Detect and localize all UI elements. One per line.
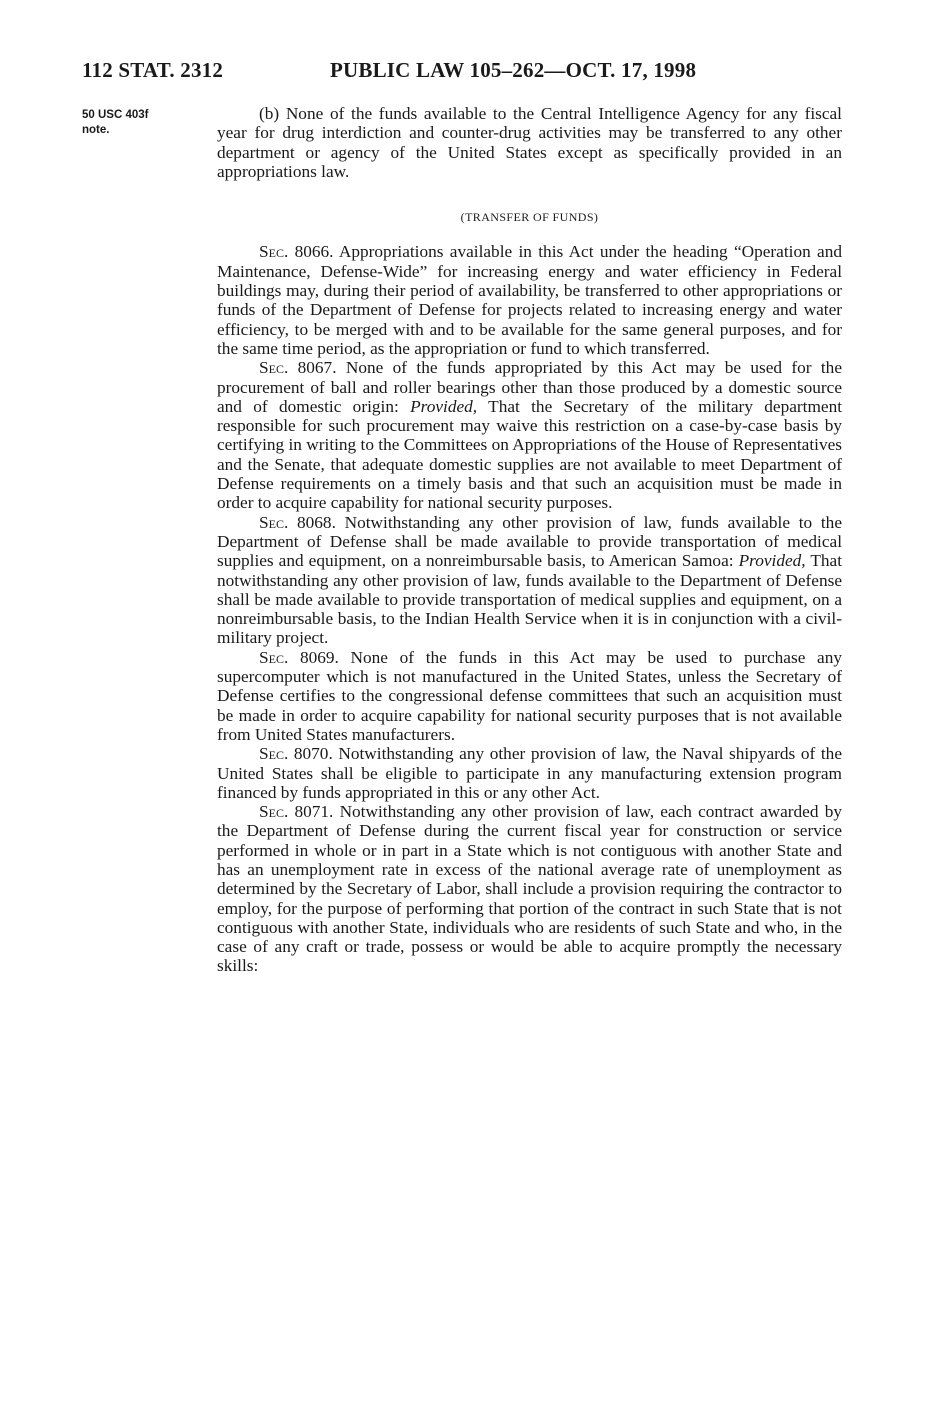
section-heading: (TRANSFER OF FUNDS) xyxy=(460,210,599,225)
body-text xyxy=(217,104,842,976)
section-number: 8070. xyxy=(293,744,333,764)
section-8066 xyxy=(217,242,842,358)
section-text-continued: That notwithstanding any other provision of law, funds available to the Department of Defense shall be made available to provide transportation of medical supplies and equipment, on a nonreimbursable basis, to the Indian Health Service when it is in conjunction with a civil-military project. xyxy=(217,551,842,648)
section-text: Appropriations available in this Act under the heading “Operation and Maintenance, Defense-Wide” for increasing energy and water efficiency in Federal buildings may, during their period of availability, be transferred to other appropriations or funds of the Department of Defense for projects related to increasing energy and water efficiency, to be merged with and to be available for the same general purposes, and for the same time period, as the appropriation or fund to which transferred. xyxy=(217,242,842,358)
section-label: Sec. xyxy=(259,744,289,764)
section-label: Sec. xyxy=(259,647,289,667)
section-number: 8071. xyxy=(294,802,334,822)
section-number: 8068. xyxy=(297,512,336,532)
section-8069 xyxy=(217,648,842,744)
section-8067 xyxy=(217,358,842,512)
section-8071 xyxy=(217,802,842,976)
section-text: None of the funds appropriated by this Act may be used for the procurement of ball and roller bearings other than those produced by a domestic source and of domestic origin: xyxy=(217,358,842,416)
section-label: Sec. xyxy=(259,242,289,262)
section-label: Sec. xyxy=(259,358,289,378)
section-8068 xyxy=(217,513,842,648)
public-law-title: PUBLIC LAW 105–262—OCT. 17, 1998 xyxy=(330,58,697,82)
section-text-continued: That the Secretary of the military department responsible for such procurement may waive this restriction on a case-by-case basis by certifying in writing to the Committees on Appropriations of the House of Representatives and the Senate, that adequate domestic supplies are not available to meet Department of Defense requirements on a timely basis and that such an acquisition must be made in order to acquire capability for national security purposes. xyxy=(217,396,843,513)
section-label: Sec. xyxy=(259,512,289,532)
margin-note xyxy=(82,108,192,138)
section-number: 8066. xyxy=(294,242,334,262)
section-text: Notwithstanding any other provision of law, the Naval shipyards of the United States shall be eligible to participate in any manufacturing extension program financed by funds appropriated in this or any other Act. xyxy=(217,744,842,802)
statute-page-number: 112 STAT. 2312 xyxy=(82,58,224,82)
section-text: None of the funds in this Act may be used to purchase any supercomputer which is not manufactured in the United States, unless the Secretary of Defense certifies to the congressional defense committees that such an acquisition must be made in order to acquire capability for national security purposes that is not available from United States manufacturers. xyxy=(217,647,842,744)
section-text: Notwithstanding any other provision of law, each contract awarded by the Department of Defense during the current fiscal year for construction or service performed in whole or in part in a State which is not contiguous with another State and has an unemployment rate in excess of the national average rate of unemployment as determined by the Secretary of Labor, shall include a provision requiring the contractor to employ, for the purpose of performing that portion of the contract in such State that is not contiguous with another State, individuals who are residents of such State and who, in the case of any craft or trade, possess or would be able to acquire promptly the necessary skills: xyxy=(217,802,842,976)
section-label: Sec. xyxy=(259,802,289,822)
section-text: Notwithstanding any other provision of law, funds available to the Department of Defense shall be made available to provide transportation of medical supplies and equipment, on a nonreimbursable basis, to American Samoa: xyxy=(217,512,842,571)
section-8070 xyxy=(217,744,842,802)
margin-note-citation: 50 USC 403f xyxy=(82,109,149,121)
section-number: 8067. xyxy=(297,358,337,378)
margin-note-suffix: note. xyxy=(82,124,110,136)
page-header xyxy=(82,58,842,88)
section-number: 8069. xyxy=(299,647,339,667)
proviso-term: Provided, xyxy=(410,396,478,416)
proviso-term: Provided, xyxy=(738,551,806,571)
paragraph-b: (b) None of the funds available to the Central Intelligence Agency for any fiscal year for drug interdiction and counter-drug activities may be transferred to any other department or agency of the United States except as specifically provided in an appropriations law. xyxy=(217,104,842,181)
